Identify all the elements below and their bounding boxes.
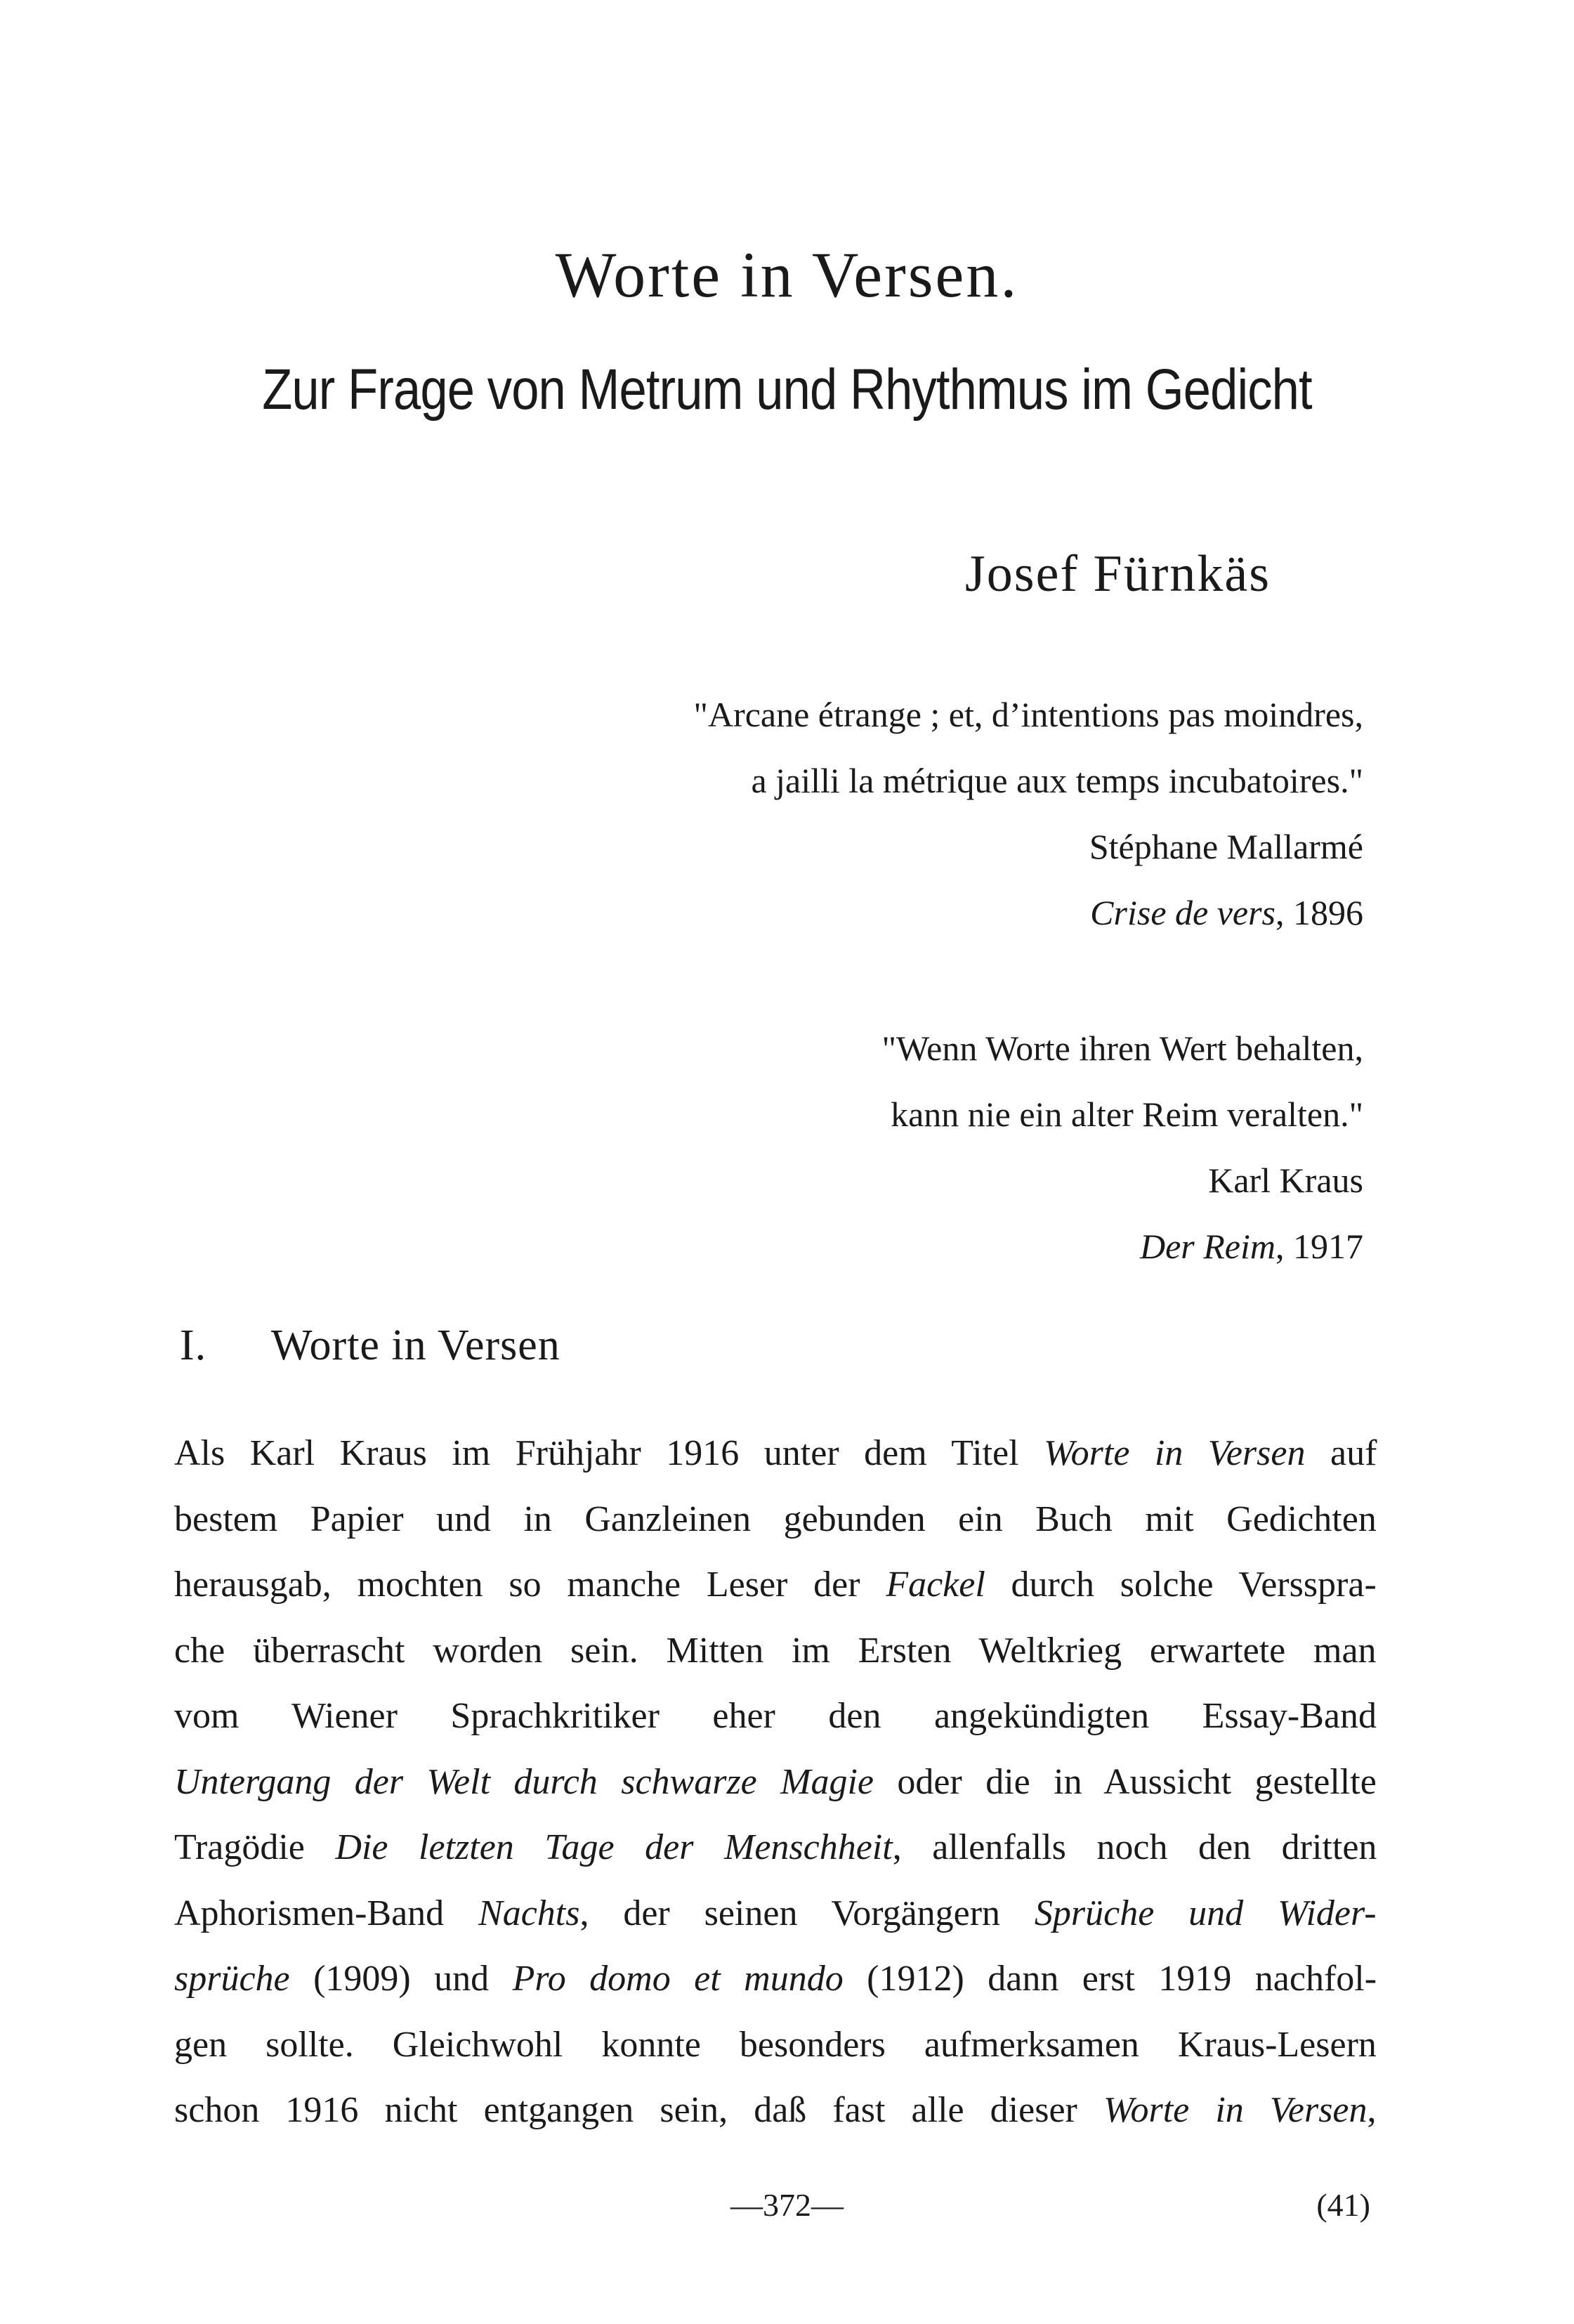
text-line: sprüche (1909) und Pro domo et mundo (1912) dann erst 1919 nachfol-: [174, 1959, 1377, 1999]
section-number: I.: [180, 1321, 207, 1369]
epigraph-attribution: Karl Kraus: [1208, 1161, 1363, 1200]
text-line: Als Karl Kraus im Frühjahr 1916 unter dem Titel Worte in Versen auf: [174, 1433, 1377, 1473]
section-title: Worte in Versen: [271, 1321, 560, 1369]
text-line: schon 1916 nicht entgangen sein, daß fast alle dieser Worte in Versen,: [174, 2090, 1377, 2130]
epigraph-kraus: [882, 1015, 1363, 1279]
epigraph-line: "Arcane étrange ; et, d’intentions pas moindres,: [693, 695, 1363, 734]
folio-number: (41): [1316, 2187, 1370, 2223]
page-subtitle: Zur Frage von Metrum und Rhythmus im Gedicht: [262, 358, 1312, 422]
epigraph-source-year: , 1917: [1275, 1227, 1363, 1266]
body-paragraph: [174, 1421, 1377, 2143]
epigraph-line: "Wenn Worte ihren Wert behalten,: [881, 1029, 1363, 1068]
epigraph-line: kann nie ein alter Reim veralten.": [891, 1095, 1363, 1134]
author-name: Josef Fürnkäs: [964, 545, 1271, 603]
epigraph-source: [882, 1213, 1363, 1279]
page-title: Worte in Versen.: [555, 239, 1019, 311]
epigraph-attribution: Stéphane Mallarmé: [1089, 827, 1363, 866]
page-number: —372—: [730, 2187, 844, 2223]
epigraph-mallarme: [694, 681, 1363, 946]
section-heading: [180, 1321, 560, 1371]
text-line: Untergang der Welt durch schwarze Magie oder die in Aussicht gestellte: [174, 1761, 1377, 1802]
epigraph-source-year: , 1896: [1275, 893, 1363, 932]
text-line: che überrascht worden sein. Mitten im Ersten Weltkrieg erwartete man: [174, 1630, 1377, 1671]
epigraph-line: a jailli la métrique aux temps incubatoires.": [751, 761, 1363, 800]
text-line: Tragödie Die letzten Tage der Menschheit, allenfalls noch den dritten: [174, 1827, 1377, 1867]
text-line: gen sollte. Gleichwohl konnte besonders aufmerksamen Kraus-Lesern: [174, 2024, 1377, 2065]
epigraph-source-title: Der Reim: [1140, 1227, 1275, 1266]
epigraph-source-title: Crise de vers: [1090, 893, 1275, 932]
text-line: Aphorismen-Band Nachts, der seinen Vorgängern Sprüche und Wider-: [174, 1893, 1377, 1933]
text-line: herausgab, mochten so manche Leser der Fackel durch solche Versspra-: [174, 1565, 1377, 1605]
epigraph-source: [694, 880, 1363, 946]
text-line: vom Wiener Sprachkritiker eher den angekündigten Essay-Band: [174, 1696, 1377, 1736]
text-line: bestem Papier und in Ganzleinen gebunden ein Buch mit Gedichten: [174, 1499, 1377, 1539]
